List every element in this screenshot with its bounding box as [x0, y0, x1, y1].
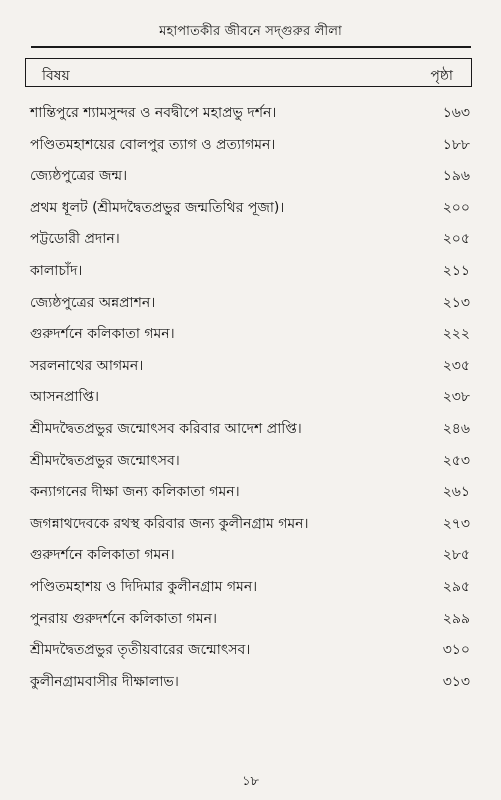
entry-title: শ্রীমদদ্বৈতপ্রভুর জন্মোৎসব। [30, 452, 180, 469]
contents-entry [0, 664, 501, 696]
entry-page-number: ২২২ [442, 326, 470, 343]
entry-title: সরলনাথের আগমন। [30, 357, 144, 374]
contents-entry [0, 601, 501, 633]
contents-entry [0, 632, 501, 664]
contents-entry [0, 158, 501, 190]
running-header: মহাপাতকীর জীবনে সদ্‌গুরুর লীলা [159, 24, 342, 39]
contents-entry [0, 253, 501, 285]
entry-title: জগন্নাথদেবকে রথস্থ করিবার জন্য কুলীনগ্রাম গমন। [30, 515, 309, 532]
entry-title: জ্যেষ্ঠপুত্রের জন্ম। [30, 168, 128, 185]
contents-entry [0, 411, 501, 443]
entry-title: পট্টডোরী প্রদান। [30, 231, 120, 248]
contents-entry [0, 537, 501, 569]
entry-page-number: ২০৫ [442, 231, 470, 248]
entry-title: কালাচাঁদ। [30, 262, 83, 279]
entry-title: আসনপ্রাপ্তি। [30, 389, 99, 406]
contents-entry [0, 569, 501, 601]
entry-page-number: ২৪৬ [442, 420, 470, 437]
entry-page-number: ২৯৫ [442, 578, 470, 595]
entry-title: শ্রীমদদ্বৈতপ্রভুর জন্মোৎসব করিবার আদেশ প্রাপ্তি। [30, 420, 302, 437]
entry-page-number: ২৯৯ [442, 610, 470, 627]
entry-title: কুলীনগ্রামবাসীর দীক্ষালাভ। [30, 673, 179, 690]
contents-list [0, 95, 501, 695]
entry-title: গুরুদর্শনে কলিকাতা গমন। [30, 547, 175, 564]
contents-entry [0, 285, 501, 317]
contents-entry [0, 506, 501, 538]
entry-page-number: ২৩৫ [442, 357, 470, 374]
entry-title: কন্যাগনের দীক্ষা জন্য কলিকাতা গমন। [30, 484, 240, 501]
contents-entry [0, 190, 501, 222]
contents-entry [0, 95, 501, 127]
header-rule [31, 46, 471, 48]
entry-title: পুনরায় গুরুদর্শনে কলিকাতা গমন। [30, 610, 217, 627]
contents-table-header [25, 58, 472, 87]
entry-page-number: ২৭৩ [442, 515, 470, 532]
entry-title: পণ্ডিতমহাশয়ের বোলপুর ত্যাগ ও প্রত্যাগমন। [30, 136, 276, 153]
page-column-heading: পৃষ্ঠা [430, 68, 453, 84]
entry-page-number: ১৮৮ [442, 136, 470, 153]
entry-page-number: ১৯৬ [442, 168, 470, 185]
entry-page-number: ৩১০ [442, 642, 470, 659]
entry-title: শান্তিপুরে শ্যামসুন্দর ও নবদ্বীপে মহাপ্রভু দর্শন। [30, 105, 277, 121]
entry-page-number: ২৩৮ [442, 389, 470, 406]
entry-page-number: ২০০ [442, 199, 470, 216]
contents-entry [0, 474, 501, 506]
entry-title: জ্যেষ্ঠপুত্রের অন্নপ্রাশন। [30, 294, 156, 311]
contents-entry [0, 316, 501, 348]
entry-title: প্রথম ধূলট (শ্রীমদদ্বৈতপ্রভুর জন্মতিথির পূজা)। [30, 199, 285, 216]
page-folio: ১৮ [242, 774, 259, 789]
entry-page-number: ২১৩ [442, 294, 470, 311]
contents-entry [0, 348, 501, 380]
contents-entry [0, 221, 501, 253]
contents-entry [0, 443, 501, 475]
entry-title: শ্রীমদদ্বৈতপ্রভুর তৃতীয়বারের জন্মোৎসব। [30, 642, 251, 659]
entry-page-number: ২৬১ [442, 484, 470, 501]
contents-entry [0, 127, 501, 159]
entry-page-number: ৩১৩ [442, 673, 470, 690]
entry-page-number: ২১১ [442, 262, 470, 279]
entry-title: গুরুদর্শনে কলিকাতা গমন। [30, 326, 175, 343]
subject-column-heading: বিষয় [42, 68, 70, 84]
entry-title: পণ্ডিতমহাশয় ও দিদিমার কুলীনগ্রাম গমন। [30, 578, 258, 595]
contents-entry [0, 379, 501, 411]
entry-page-number: ১৬৩ [442, 105, 470, 121]
entry-page-number: ২৫৩ [442, 452, 470, 469]
entry-page-number: ২৮৫ [442, 547, 470, 564]
